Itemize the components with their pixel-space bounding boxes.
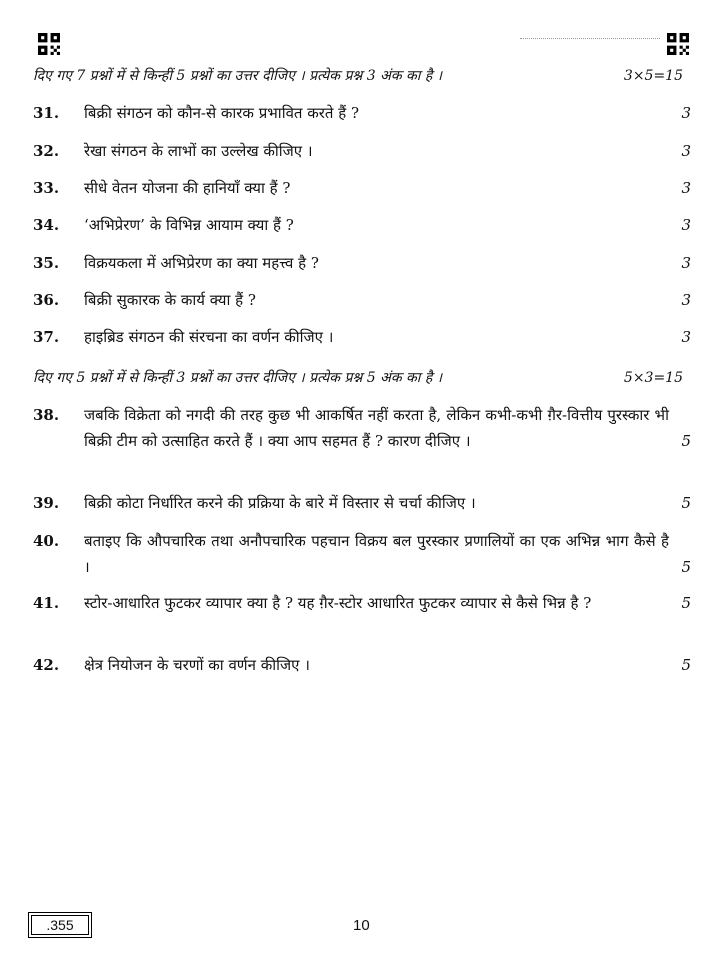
question-marks: 5	[681, 656, 691, 674]
question-marks: 5	[681, 558, 691, 576]
question-36	[33, 287, 691, 313]
question-text: ‘अभिप्रेरण’ के विभिन्न आयाम क्या हैं ?	[84, 216, 294, 234]
question-34	[33, 212, 691, 238]
page-number: 10	[353, 917, 370, 934]
question-37	[33, 324, 691, 350]
question-text: जबकि विक्रेता को नगदी की तरह कुछ भी आकर्षित नहीं करता है, लेकिन कभी-कभी ग़ैर-वित्तीय पुरस्कार भी बिक्री टीम को उत्साहित करते हैं । क्या आप सहमत हैं ? कारण दीजिए ।	[84, 406, 669, 450]
question-40	[33, 528, 691, 580]
question-31	[33, 100, 691, 126]
question-text: रेखा संगठन के लाभों का उल्लेख कीजिए ।	[84, 142, 313, 160]
question-number: 35.	[33, 254, 60, 272]
question-text: सीधे वेतन योजना की हानियाँ क्या हैं ?	[84, 179, 291, 197]
section-b-instruction	[33, 368, 683, 388]
question-number: 34.	[33, 216, 60, 234]
question-number: 41.	[33, 594, 60, 612]
paper-code: .355	[31, 915, 89, 935]
question-number: 31.	[33, 104, 60, 122]
question-marks: 3	[681, 254, 691, 272]
question-text: बिक्री संगठन को कौन-से कारक प्रभावित करते हैं ?	[84, 104, 359, 122]
instruction-text: दिए गए 7 प्रश्नों में से किन्हीं 5 प्रश्नों का उत्तर दीजिए । प्रत्येक प्रश्न 3 अंक का है ।	[33, 68, 443, 84]
header-rule	[520, 38, 660, 39]
question-32	[33, 138, 691, 164]
question-text: हाइब्रिड संगठन की संरचना का वर्णन कीजिए ।	[84, 328, 334, 346]
marks-formula: 3×5=15	[623, 68, 683, 84]
question-text: क्षेत्र नियोजन के चरणों का वर्णन कीजिए ।	[84, 656, 310, 674]
question-marks: 5	[681, 494, 691, 512]
question-number: 32.	[33, 142, 60, 160]
question-text: बताइए कि औपचारिक तथा अनौपचारिक पहचान विक्रय बल पुरस्कार प्रणालियों का एक अभिन्न भाग कैसे है ।	[84, 532, 669, 576]
question-marks: 5	[681, 432, 691, 450]
question-marks: 3	[681, 142, 691, 160]
question-marks: 3	[681, 104, 691, 122]
question-text: स्टोर-आधारित फुटकर व्यापार क्या है ? यह ग़ैर-स्टोर आधारित फुटकर व्यापार से कैसे भिन्न है ?	[84, 594, 592, 612]
section-a-instruction	[33, 66, 683, 86]
qr-code-left-icon	[38, 33, 60, 55]
question-38	[33, 402, 691, 454]
question-marks: 3	[681, 291, 691, 309]
question-marks: 3	[681, 216, 691, 234]
question-number: 42.	[33, 656, 60, 674]
qr-code-right-icon	[667, 33, 689, 55]
marks-formula: 5×3=15	[623, 370, 683, 386]
question-39	[33, 490, 691, 516]
question-number: 36.	[33, 291, 60, 309]
question-marks: 3	[681, 328, 691, 346]
question-35	[33, 250, 691, 276]
question-number: 37.	[33, 328, 60, 346]
question-text: बिक्री सुकारक के कार्य क्या हैं ?	[84, 291, 256, 309]
question-text: विक्रयकला में अभिप्रेरण का क्या महत्त्व है ?	[84, 254, 319, 272]
question-33	[33, 175, 691, 201]
question-number: 40.	[33, 532, 60, 550]
question-number: 38.	[33, 406, 60, 424]
question-41	[33, 590, 691, 616]
question-number: 33.	[33, 179, 60, 197]
question-marks: 5	[681, 594, 691, 612]
question-marks: 3	[681, 179, 691, 197]
instruction-text: दिए गए 5 प्रश्नों में से किन्हीं 3 प्रश्नों का उत्तर दीजिए । प्रत्येक प्रश्न 5 अंक का है ।	[33, 370, 443, 386]
question-number: 39.	[33, 494, 60, 512]
question-text: बिक्री कोटा निर्धारित करने की प्रक्रिया के बारे में विस्तार से चर्चा कीजिए ।	[84, 494, 476, 512]
question-42	[33, 652, 691, 678]
